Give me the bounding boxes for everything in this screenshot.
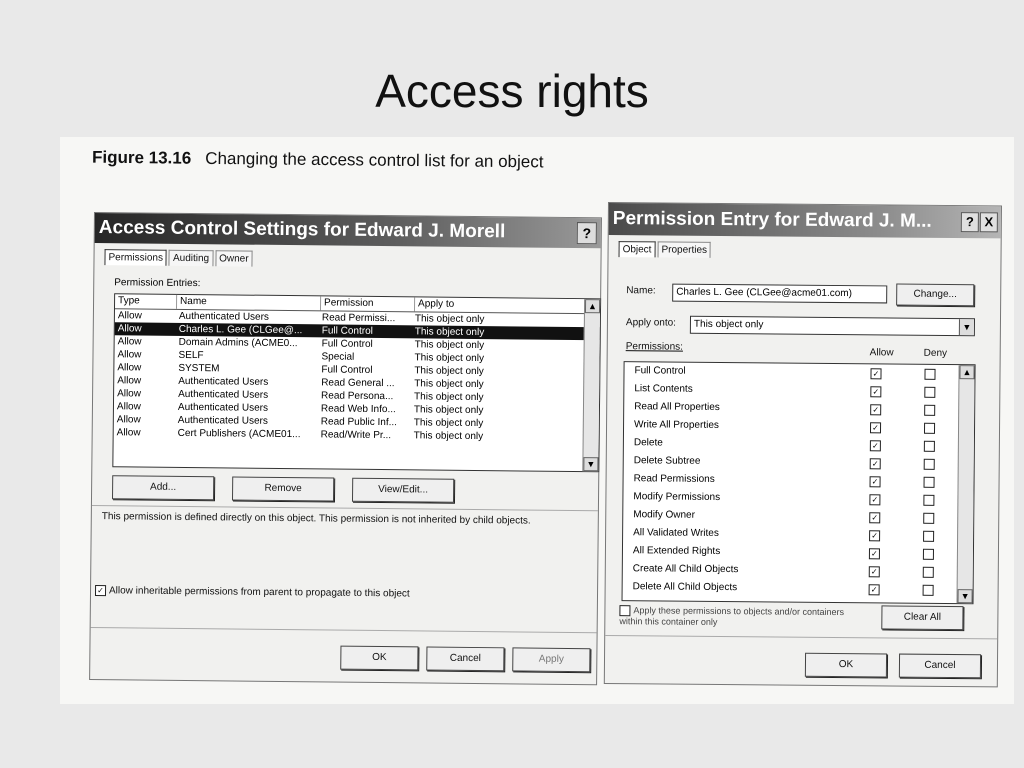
deny-header: Deny	[923, 347, 948, 359]
slide-title: Access rights	[375, 65, 649, 117]
cell-apply-to: This object only	[414, 378, 484, 391]
deny-checkbox[interactable]	[924, 387, 935, 398]
cell-name: Charles L. Gee (CLGee@...	[178, 323, 303, 337]
divider	[91, 627, 597, 633]
cell-type: Allow	[116, 401, 141, 413]
tab-auditing[interactable]: Auditing	[169, 250, 213, 266]
figure-number: Figure 13.16	[91, 147, 192, 168]
allow-checkbox[interactable]: ✓	[870, 368, 881, 379]
cell-apply-to: This object only	[413, 430, 484, 443]
cancel-button[interactable]: Cancel	[899, 654, 981, 679]
cell-name: Domain Admins (ACME0...	[178, 336, 298, 350]
cell-type: Allow	[117, 336, 142, 348]
propagate-row[interactable]	[619, 605, 859, 629]
inherit-checkbox[interactable]: ✓	[95, 585, 106, 596]
permission-rows	[623, 362, 975, 599]
permissions-label: Permissions:	[625, 341, 684, 353]
tab-permissions[interactable]: Permissions	[104, 249, 167, 266]
permission-name: Delete All Child Objects	[632, 581, 738, 594]
cell-type: Allow	[117, 310, 142, 322]
remove-button[interactable]: Remove	[232, 476, 334, 501]
clear-all-button[interactable]: Clear All	[881, 605, 963, 630]
permission-description: This permission is defined directly on this object. This permission is not inherited by child objects.	[101, 511, 531, 527]
deny-checkbox[interactable]	[923, 531, 934, 542]
allow-checkbox[interactable]: ✓	[869, 548, 880, 559]
permission-name: All Extended Rights	[632, 545, 721, 557]
permission-name: Create All Child Objects	[632, 563, 739, 576]
ok-button[interactable]: OK	[805, 653, 887, 678]
add-button[interactable]: Add...	[112, 475, 214, 500]
permission-entry-dialog	[604, 202, 1002, 687]
cell-permission: Read/Write Pr...	[320, 429, 392, 442]
permission-name: Modify Owner	[633, 509, 696, 521]
close-icon[interactable]: X	[980, 212, 998, 232]
allow-checkbox[interactable]: ✓	[870, 404, 881, 415]
deny-checkbox[interactable]	[923, 585, 934, 596]
cell-type: Allow	[117, 375, 142, 387]
column-header-type[interactable]: Type	[115, 294, 177, 309]
apply-onto-select[interactable]	[690, 316, 975, 336]
tab-strip	[104, 249, 254, 267]
allow-header: Allow	[869, 347, 894, 359]
cell-permission: Read Web Info...	[320, 403, 396, 416]
divider	[92, 505, 598, 511]
cell-name: Authenticated Users	[178, 310, 270, 323]
cell-name: Authenticated Users	[177, 401, 269, 414]
scroll-down-icon[interactable]: ▼	[583, 457, 598, 471]
cell-permission: Special	[321, 351, 355, 363]
deny-checkbox[interactable]	[924, 477, 935, 488]
cell-permission: Read Permissi...	[321, 312, 396, 325]
dialog-title: Permission Entry for Edward J. M...	[612, 208, 932, 232]
permission-entries-list[interactable]	[112, 293, 601, 472]
cell-permission: Full Control	[321, 338, 373, 350]
ok-button[interactable]: OK	[340, 646, 418, 671]
deny-checkbox[interactable]	[923, 513, 934, 524]
propagate-label: Apply these permissions to objects and/or containers within this container only	[619, 605, 845, 628]
cell-apply-to: This object only	[414, 391, 484, 404]
permission-entries-label: Permission Entries:	[114, 277, 201, 290]
cell-name: SYSTEM	[178, 362, 220, 375]
propagate-checkbox[interactable]	[619, 605, 630, 616]
change-button[interactable]: Change...	[896, 284, 974, 307]
tab-owner[interactable]: Owner	[215, 250, 253, 266]
cell-type: Allow	[116, 414, 141, 426]
cell-type: Allow	[117, 349, 142, 361]
allow-checkbox[interactable]: ✓	[870, 458, 881, 469]
cell-type: Allow	[117, 323, 142, 335]
cell-apply-to: This object only	[413, 404, 484, 417]
permission-name: Modify Permissions	[633, 491, 721, 503]
column-header-name[interactable]: Name	[177, 295, 321, 311]
deny-checkbox[interactable]	[924, 423, 935, 434]
divider	[605, 635, 997, 639]
list-scrollbar[interactable]	[582, 299, 600, 471]
apply-onto-value: This object only	[693, 318, 764, 331]
permission-name: Write All Properties	[634, 419, 719, 431]
help-button[interactable]: ?	[577, 222, 597, 244]
deny-checkbox[interactable]	[923, 549, 934, 560]
column-header-permission[interactable]: Permission	[321, 296, 415, 311]
deny-checkbox[interactable]	[924, 441, 935, 452]
allow-checkbox[interactable]: ✓	[869, 530, 880, 541]
cell-name: Authenticated Users	[178, 388, 269, 401]
scroll-down-icon[interactable]: ▼	[958, 589, 973, 603]
apply-button[interactable]: Apply	[512, 647, 590, 672]
allow-checkbox[interactable]: ✓	[869, 584, 880, 595]
name-field[interactable]: Charles L. Gee (CLGee@acme01.com)	[672, 284, 887, 304]
cell-name: Authenticated Users	[177, 414, 268, 427]
permission-name: Delete	[633, 437, 663, 449]
cell-permission: Read General ...	[321, 377, 395, 390]
deny-checkbox[interactable]	[924, 405, 935, 416]
cell-apply-to: This object only	[414, 365, 484, 378]
cancel-button[interactable]: Cancel	[426, 647, 504, 672]
permission-name: Read Permissions	[633, 473, 715, 485]
cell-name: Authenticated Users	[178, 375, 269, 388]
cell-name: Cert Publishers (ACME01...	[177, 427, 301, 441]
cell-permission: Read Persona...	[321, 390, 394, 403]
chevron-down-icon[interactable]: ▼	[959, 319, 974, 335]
help-button[interactable]: ?	[961, 212, 979, 232]
scroll-up-icon[interactable]: ▲	[585, 299, 600, 313]
permission-name: Full Control	[634, 365, 686, 377]
dialog-titlebar	[95, 213, 601, 248]
column-header-apply-to[interactable]: Apply to	[415, 297, 591, 313]
cell-apply-to: This object only	[414, 326, 485, 339]
apply-onto-label: Apply onto:	[625, 317, 677, 329]
view-edit-button[interactable]: View/Edit...	[352, 478, 454, 503]
allow-checkbox[interactable]: ✓	[870, 440, 881, 451]
name-label: Name:	[626, 285, 656, 297]
permission-name: Delete Subtree	[633, 455, 701, 467]
access-control-settings-dialog	[89, 212, 602, 685]
list-scrollbar[interactable]	[957, 365, 975, 603]
cell-permission: Full Control	[321, 325, 373, 337]
deny-checkbox[interactable]	[923, 567, 934, 578]
scroll-up-icon[interactable]: ▲	[959, 365, 974, 379]
allow-checkbox[interactable]: ✓	[869, 494, 880, 505]
figure-caption-text: Changing the access control list for an object	[205, 148, 544, 172]
permission-name: List Contents	[634, 383, 693, 395]
cell-name: SELF	[178, 349, 204, 362]
cell-apply-to: This object only	[414, 339, 485, 352]
deny-checkbox[interactable]	[924, 459, 935, 470]
acl-rows	[114, 309, 600, 444]
permissions-list[interactable]	[622, 361, 976, 604]
cell-apply-to: This object only	[414, 313, 485, 326]
cell-type: Allow	[117, 362, 142, 374]
allow-checkbox[interactable]: ✓	[870, 476, 881, 487]
permission-row	[623, 578, 973, 599]
inherit-permissions-row[interactable]	[95, 585, 410, 599]
deny-checkbox[interactable]	[924, 369, 935, 380]
cell-type: Allow	[116, 427, 141, 439]
allow-checkbox[interactable]: ✓	[869, 512, 880, 523]
deny-checkbox[interactable]	[923, 495, 934, 506]
cell-apply-to: This object only	[413, 417, 484, 430]
dialog-titlebar	[609, 203, 1001, 238]
permission-name: All Validated Writes	[633, 527, 719, 539]
cell-apply-to: This object only	[414, 352, 485, 365]
cell-type: Allow	[117, 388, 142, 400]
inherit-label: Allow inheritable permissions from parent to propagate to this object	[108, 585, 410, 600]
tab-object[interactable]: Object	[619, 241, 656, 257]
dialog-title: Access Control Settings for Edward J. Morell	[98, 217, 506, 243]
allow-checkbox[interactable]: ✓	[869, 566, 880, 577]
allow-checkbox[interactable]: ✓	[870, 422, 881, 433]
tab-strip	[619, 241, 714, 258]
tab-properties[interactable]: Properties	[657, 241, 711, 257]
permission-name: Read All Properties	[634, 401, 720, 413]
cell-permission: Full Control	[321, 364, 373, 376]
cell-permission: Read Public Inf...	[320, 416, 398, 429]
allow-checkbox[interactable]: ✓	[870, 386, 881, 397]
